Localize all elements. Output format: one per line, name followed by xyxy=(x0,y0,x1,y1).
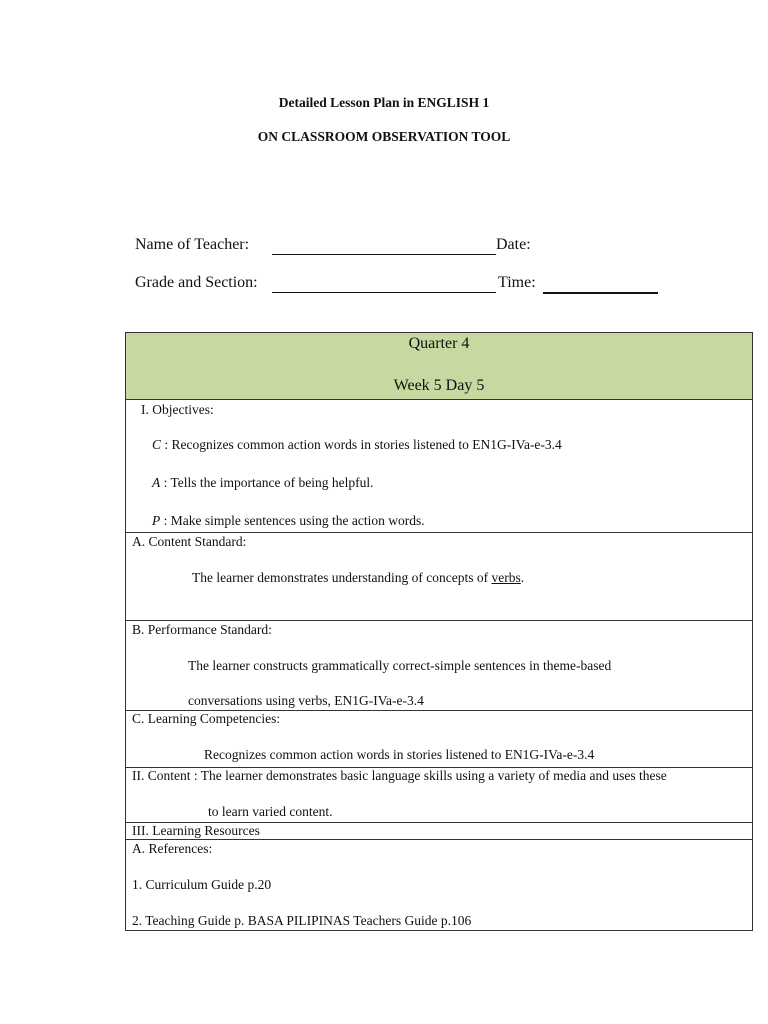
quarter-label: Quarter 4 xyxy=(408,335,470,352)
learning-resources-section xyxy=(126,822,752,839)
performance-standard-line1: The learner constructs grammatically correct-simple sentences in theme-based xyxy=(188,658,612,673)
time-blank xyxy=(543,292,658,294)
references-section xyxy=(126,839,752,930)
document-title: Detailed Lesson Plan in ENGLISH 1 xyxy=(278,95,490,110)
objective-affective: A : Tells the importance of being helpful. xyxy=(152,475,374,490)
learning-competencies-heading: C. Learning Competencies: xyxy=(132,711,281,726)
teacher-name-label: Name of Teacher: xyxy=(135,236,250,253)
objectives-section xyxy=(126,399,752,532)
quarter-header xyxy=(126,333,752,399)
grade-section-label: Grade and Section: xyxy=(135,274,258,291)
lesson-plan-table xyxy=(125,332,753,931)
objective-cognitive: C : Recognizes common action words in stories listened to EN1G-IVa-e-3.4 xyxy=(152,437,562,452)
learning-competencies-text: Recognizes common action words in stories listened to EN1G-IVa-e-3.4 xyxy=(204,747,595,762)
content-line1: II. Content : The learner demonstrates basic language skills using a variety of media and uses these xyxy=(132,768,667,783)
reference-item: 1. Curriculum Guide p.20 xyxy=(132,877,272,892)
learning-resources-heading: III. Learning Resources xyxy=(132,823,260,838)
grade-section-blank xyxy=(272,292,496,293)
references-heading: A. References: xyxy=(132,841,213,856)
date-label: Date: xyxy=(496,236,531,253)
time-label: Time: xyxy=(498,274,536,291)
learning-competencies-section xyxy=(126,710,752,767)
content-standard-heading: A. Content Standard: xyxy=(132,534,247,549)
content-standard-text: The learner demonstrates understanding of concepts of verbs. xyxy=(192,570,525,585)
content-standard-section xyxy=(126,532,752,620)
performance-standard-line2: conversations using verbs, EN1G-IVa-e-3.4 xyxy=(188,693,424,708)
content-line2: to learn varied content. xyxy=(208,804,333,819)
performance-standard-section xyxy=(126,620,752,710)
objective-psychomotor: P : Make simple sentences using the action words. xyxy=(152,513,425,528)
content-section xyxy=(126,767,752,822)
objectives-heading: I. Objectives: xyxy=(141,402,214,417)
week-day-label: Week 5 Day 5 xyxy=(393,377,485,394)
document-subtitle: ON CLASSROOM OBSERVATION TOOL xyxy=(257,129,511,144)
performance-standard-heading: B. Performance Standard: xyxy=(132,622,272,637)
reference-item: 2. Teaching Guide p. BASA PILIPINAS Teachers Guide p.106 xyxy=(132,913,472,928)
teacher-name-blank xyxy=(272,254,496,255)
